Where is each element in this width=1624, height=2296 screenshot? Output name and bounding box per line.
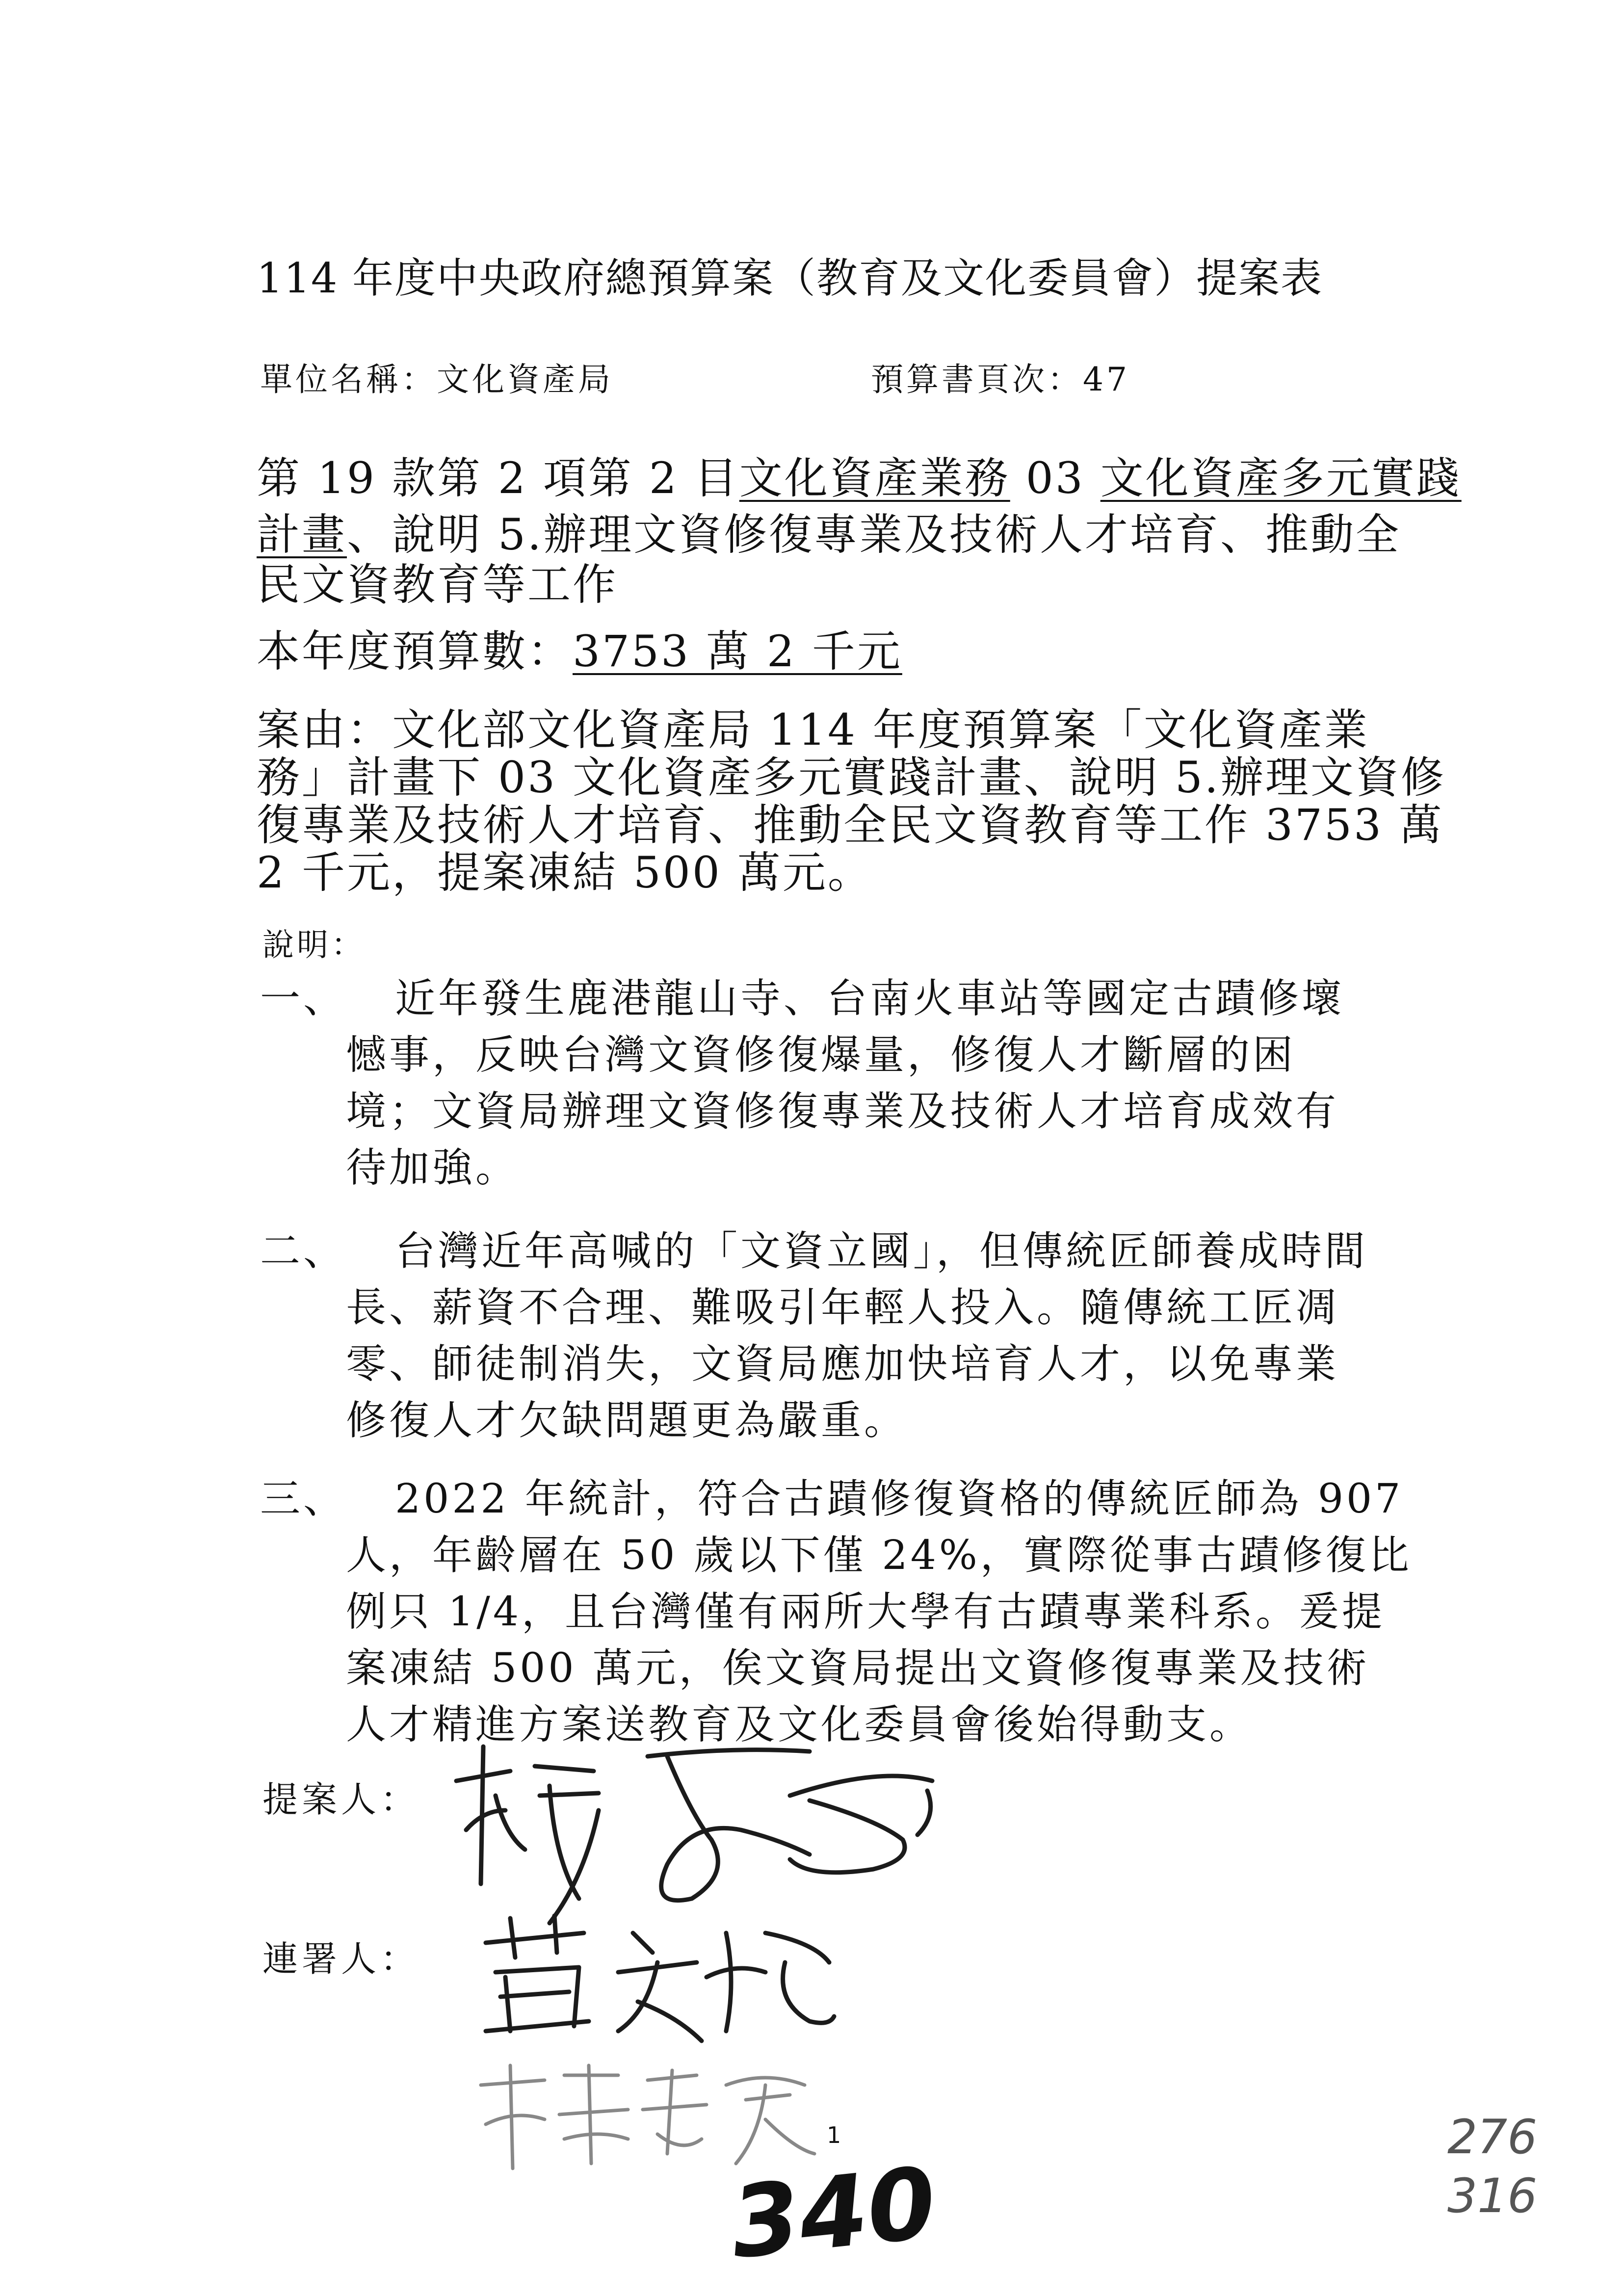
item-line-1: [257, 444, 1462, 506]
point-number: 三、: [260, 1476, 347, 1522]
item-part2a: 文化資產多元實踐: [1100, 453, 1462, 503]
cosigner-signature: [471, 1904, 844, 2051]
reason-line: 務」計畫下 03 文化資產多元實踐計畫、說明 5.辦理文資修: [257, 752, 1446, 803]
item-rest1: 、說明 5.辦理文資修復專業及技術人才培育、推動全: [347, 509, 1401, 560]
point-line: 修復人才欠缺問題更為嚴重。: [346, 1397, 908, 1444]
unit-name: [260, 353, 613, 400]
point-line: 長、薪資不合理、難吸引年輕人投入。隨傳統工匠凋: [346, 1284, 1339, 1331]
reason-line: 案由：文化部文化資產局 114 年度預算案「文化資產業: [257, 704, 1369, 755]
point-line: 台灣近年高喊的「文資立國」，但傳統匠師養成時間: [395, 1228, 1368, 1275]
page-number: 1: [827, 2122, 841, 2148]
budget-page: [871, 353, 1130, 400]
cosigner-signature-2: [471, 2056, 824, 2173]
point-line: 案凍結 500 萬元，俟文資局提出文資修復專業及技術: [346, 1645, 1370, 1692]
cosigner-label: 連署人：: [262, 1938, 420, 1980]
proposer-label: 提案人：: [262, 1779, 420, 1820]
reason-line: 復專業及技術人才培育、推動全民文資教育等工作 3753 萬: [257, 800, 1444, 850]
point-line: 近年發生鹿港龍山寺、台南火車站等國定古蹟修壞: [395, 975, 1345, 1022]
item-prefix: 第 19 款第 2 項第 2 目: [257, 453, 739, 503]
unit-label: 單位名稱：: [260, 361, 437, 398]
budget-page-label: 預算書頁次：: [871, 361, 1083, 398]
point-line: 人，年齡層在 50 歲以下僅 24%，實際從事古蹟修復比: [346, 1532, 1412, 1579]
point-number: 一、: [260, 975, 347, 1022]
unit-value: 文化資產局: [437, 361, 613, 398]
point-line: 2022 年統計，符合古蹟修復資格的傳統匠師為 907: [395, 1476, 1404, 1522]
budget-page-value: 47: [1083, 361, 1130, 398]
budget-value: 3753 萬 2 千元: [573, 626, 902, 677]
budget-label: 本年度預算數：: [257, 626, 573, 677]
point-number: 二、: [260, 1228, 347, 1275]
point-line: 待加強。: [346, 1145, 519, 1191]
item-part1: 文化資產業務: [739, 453, 1010, 503]
explanation-label: 說明：: [262, 927, 366, 964]
point-line: 境；文資局辦理文資修復專業及技術人才培育成效有: [346, 1088, 1339, 1135]
point-line: 憾事，反映台灣文資修復爆量，修復人才斷層的困: [346, 1032, 1296, 1078]
pencil-number-top: 276: [1447, 2110, 1538, 2165]
page-title: 114 年度中央政府總預算案（教育及文化委員會）提案表: [257, 254, 1323, 302]
budget-amount: [257, 617, 902, 679]
item-line-3: 民文資教育等工作: [257, 559, 618, 610]
item-mid: 03: [1010, 453, 1100, 503]
reason-line: 2 千元，提案凍結 500 萬元。: [257, 847, 873, 898]
pencil-number-bottom: 316: [1447, 2168, 1538, 2223]
point-line: 例只 1/4，且台灣僅有兩所大學有古蹟專業科系。爰提: [346, 1589, 1386, 1635]
handwritten-number: 340: [725, 2145, 942, 2281]
point-line: 人才精進方案送教育及文化委員會後始得動支。: [346, 1701, 1253, 1748]
point-line: 零、師徒制消失，文資局應加快培育人才，以免專業: [346, 1341, 1339, 1387]
item-part2b: 計畫: [257, 509, 347, 560]
